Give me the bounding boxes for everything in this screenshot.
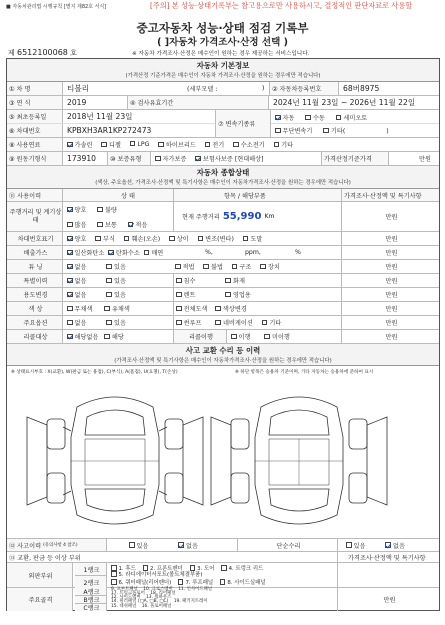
part-trunk-floor[interactable]: 17. 트렁크플로어 [111, 591, 145, 596]
transmission-auto[interactable]: 자동 [275, 115, 294, 122]
mileage-good[interactable]: 양호 [67, 207, 86, 214]
inspection-valid-period: 2024년 11월 23일 ~ 2026년 11월 22일 [273, 98, 416, 107]
summary-row-usage-change: 용도변경 없음 있음 렌트 영업용 만원 [7, 288, 439, 302]
special-yes[interactable]: 있음 [106, 276, 125, 285]
part-floor-panel[interactable]: 16. 플로어패널 [141, 604, 172, 609]
emission-hc[interactable]: 탄화수소 [108, 248, 139, 257]
model-year: 2019 [67, 98, 87, 107]
part-dash-panel[interactable]: 15. 대쉬패널 [111, 604, 137, 609]
row-first-registration: ⑤ 최초등록일 2018년 11월 23일 [7, 110, 439, 124]
part-package-tray[interactable]: 19. 패키지트레이 [173, 599, 208, 604]
summary-row-color: 색 상 무채색 유채색 전체도색 색상변경 만원 [7, 302, 439, 316]
special-fire[interactable]: 화재 [225, 276, 244, 285]
part-door[interactable]: 3. 도어 [190, 566, 215, 572]
transmission-cvt[interactable]: 무단변속기 [275, 128, 312, 135]
main-frame-block: 주요골격 A랭크 B랭크 C랭크 9. 프론트패널 10. 크로스멤버 11. 인사이드패널 17. 트렁크플로어 18. 리어패널 12. 사이드멤버 13. 휠하우스 14. 필러패널 (□A, □B, □C) 19. 패키지트레이 15. 대쉬패널 16. 플로어패널 만원 [7, 588, 439, 611]
fuel-hybrid[interactable]: 하이브리드 [158, 140, 195, 149]
tuning-none[interactable]: 없음 [67, 262, 86, 271]
vin-different[interactable]: 상이 [169, 234, 188, 243]
warranty-options [153, 152, 321, 165]
mileage-many[interactable]: 많음 [67, 222, 86, 229]
vin: KPBXH3AR1KP272473 [67, 126, 152, 135]
part-cross-member[interactable]: 10. 크로스멤버 [143, 587, 173, 592]
document-number: 제 6512100068 호 [8, 48, 77, 57]
document-note: ※ 자동차 가격조사·산정은 매수인이 원하는 경우 제공하는 서비스입니다. [132, 51, 310, 57]
option-navigation[interactable]: 네비게이션 [215, 318, 252, 327]
status-legend: ※ 상태표시부호 : X(교환), W(판금 또는 용접), C(부식), A(흠집), U(요철), T(손상) ※ 하단 항목은 승용차 기준이며, 기타 자동차는 승용차에 준하여 표시 [11, 369, 374, 375]
special-none[interactable]: 없음 [67, 276, 86, 285]
first-registration-date: 2018년 11월 23일 [67, 112, 133, 121]
part-inside-panel[interactable]: 11. 인사이드패널 [178, 587, 213, 592]
vin-good[interactable]: 양호 [67, 234, 86, 243]
vin-damaged[interactable]: 훼손(오손) [124, 234, 160, 243]
tuning-yes[interactable]: 있음 [106, 262, 125, 271]
law-reference: ■ 자동차관리법 시행규칙 [별지 제82호 서식] [6, 4, 107, 10]
option-other[interactable]: 기타 [262, 318, 281, 327]
mileage-bad[interactable]: 불량 [97, 207, 116, 214]
car-left-view [27, 397, 203, 524]
record-sheet: 자동차 기본정보 (가격산정 기준가격은 매수인이 자동차 가격조사·산정을 원하는 경우에만 적습니다) ① 차 명 티볼리 (세부모델 : ) ② 자동차등록번호 68버8975 ③ 연 식 2019 ④ 검사유효기간 2024년 11월 23일 ~ 2026년 11월 22일 ⑤ 최초등록일 2018년 11월 23일 ⑥ 차대번호 KPBXH3AR1KP272473 ⑦ 변속기종류 자동 수동 세미오토 무단변속기 기타( ) ⑧ 사용연료 가솔린 디젤 LPG 하이브리드 전기 수소전기 기타 ⑨ 원동기형식 173910 ⑩ 보증유형 자가보증 보험사보증 [현대해상] 가격산정기준가격 만원 자동차 종합상태 (색상, 주요옵션, 가격조사·산정액 및 특기사항은 매수인이 자동차가격조사·산정을 원하는 경우에만 적습니다) ⑪ 사용이력 상 태 항목 / 해당부품 가격조사·산정액 및 특기사항 주행거리 및 계기상태 양호 불량 많음 보통 적음 현재 주행거리 55,990 Km 만원 차대번호표기 양호 부식 훼손(오손) 상이 변조(변타) 도말 만원 배출가스 일산화탄소 탄화수소 매연 %, ppm, % 만원 튜 닝 없음 있음 적법 불법 구조 장치 만원 특별이력 없음 있음 침수 화재 만원 용도변경 없음 있음 렌트 영업용 만원 색 상 무채색 유채색 전체도색 색상변경 만원 주요옵션 없음 있음 썬루프 네비게이션 기타 만원 리콜대상 해당없음 해당 리콜이행 이행 미이행 만원 사고 교환 수리 등 이력 (가격조사·산정액 및 특기사항은 매수인이 자동차가격조사·산정을 원하는 경우에만 적습니다) ※ 상태표시부호 : X(교환), W(판금 또는 용접), C(부식), A(흠집), U(요철), T(손상) ※ 하단 항목은 승용차 기준이며, 기타 자동차는 승용차에 준하여 표시 ⑫ 사고이력 (유의사항 4 참조) 있음 없음 단순수리 있음 없음 ⑬ 교환, 판금 등 이상 부위 가격조사·산정액 및 특기사항 외판부위 1랭크 2랭크 1. 후드 2. 프론트펜더 3. 도어 4. 트렁크 리드 5. 라디에이터서포트(볼트체결부품) 6. 쿼터패널(리어펜더) 7. 루프패널 8. 사이드실패널 주요골격 A랭크 B랭크 C랭크 9. 프론트패널 10. 크로스멤버 11. 인사이드패널 17. 트렁크플로어 18. 리어패널 12. 사이드멤버 13. 휠하우스 14. 필러패널 (□A, □B, □C) 19. 패키지트레이 15. 대쉬패널 16. 플로어패널 만원 [6, 58, 440, 611]
color-full-paint[interactable]: 전체도색 [176, 304, 207, 313]
part-side-member[interactable]: 12. 사이드멤버 [111, 595, 141, 600]
accident-no[interactable]: 없음 [178, 541, 197, 550]
car-right-view [211, 397, 387, 524]
summary-row-emission: 배출가스 일산화탄소 탄화수소 매연 %, ppm, % 만원 [7, 246, 439, 260]
warranty-insurance[interactable]: 보험사보증 [195, 154, 232, 163]
simple-repair-yes[interactable]: 있음 [346, 541, 365, 550]
part-front-panel[interactable]: 9. 프론트패널 [111, 587, 138, 592]
summary-column-headers: ⑪ 사용이력 상 태 항목 / 해당부품 가격조사·산정액 및 특기사항 [7, 189, 439, 202]
fuel-lpg[interactable]: LPG [130, 141, 149, 148]
top-line [0, 0, 445, 13]
vin-corrosion[interactable]: 부식 [95, 234, 114, 243]
part-side-sill[interactable]: 8. 사이드실패널 [220, 580, 266, 586]
outer-panel-block: 외판부위 1랭크 2랭크 1. 후드 2. 프론트펜더 3. 도어 4. 트렁크 리드 5. 라디에이터서포트(볼트체결부품) 6. 쿼터패널(리어펜더) 7. 루프패널 8. 사이드실패널 [7, 563, 439, 588]
part-rear-panel[interactable]: 18. 리어패널 [150, 591, 176, 596]
part-quarter-panel[interactable]: 6. 쿼터패널(리어펜더) [111, 580, 171, 586]
emission-co[interactable]: 일산화탄소 [67, 248, 104, 257]
options-none[interactable]: 없음 [67, 318, 86, 327]
recall-not-done[interactable]: 미이행 [264, 332, 289, 341]
row-parts-header: ⑬ 교환, 판금 등 이상 부위 가격조사·산정액 및 특기사항 [7, 552, 439, 563]
color-chromatic[interactable]: 유채색 [104, 304, 129, 313]
page-subtitle: ( ]자동차 가격조사·산정 선택 ) [157, 37, 288, 48]
row-fuel: ⑧ 사용연료 가솔린 디젤 LPG 하이브리드 전기 수소전기 기타 [7, 138, 439, 152]
warranty-company: [현대해상] [234, 156, 264, 163]
recall-none[interactable]: 해당없음 [67, 332, 98, 341]
summary-header: 자동차 종합상태 (색상, 주요옵션, 가격조사·산정액 및 특기사항은 매수인이 자동차가격조사·산정을 원하는 경우에만 적습니다) [7, 166, 439, 189]
usage-none[interactable]: 없음 [67, 290, 86, 299]
usage-rental[interactable]: 렌트 [176, 290, 195, 299]
accident-yes[interactable]: 있음 [129, 541, 148, 550]
part-radiator-support[interactable]: 5. 라디에이터서포트(볼트체결부품) [111, 572, 202, 578]
fuel-electric[interactable]: 전기 [205, 140, 224, 149]
color-achromatic[interactable]: 무채색 [67, 304, 92, 313]
page-title: 중고자동차 성능·상태 점검 기록부 [136, 21, 309, 35]
car-name: 티볼리 [67, 84, 90, 93]
mileage-normal[interactable]: 보통 [97, 222, 116, 229]
vin-smeared[interactable]: 도말 [243, 234, 262, 243]
car-diagram-outer [7, 377, 439, 539]
fuel-hydrogen[interactable]: 수소전기 [233, 140, 264, 149]
mileage-few[interactable]: 적음 [128, 222, 147, 229]
part-pillar-panel[interactable]: 14. 필러패널 (□A, □B, □C) [111, 599, 169, 604]
vin-altered[interactable]: 변조(변타) [198, 234, 234, 243]
usage-yes[interactable]: 있음 [106, 290, 125, 299]
row-engine: ⑨ 원동기형식 173910 ⑩ 보증유형 자가보증 보험사보증 [현대해상] 가격산정기준가격 만원 [7, 152, 439, 166]
color-change[interactable]: 색상변경 [215, 304, 246, 313]
current-mileage: 현재 주행거리 55,990 Km [173, 202, 341, 231]
registration-number: 68버8975 [343, 84, 380, 93]
tuning-structure[interactable]: 구조 [232, 262, 251, 271]
fuel-diesel[interactable]: 디젤 [101, 140, 120, 149]
mileage-value: 55,990 [222, 211, 262, 222]
document-number-value: 6512100068 [17, 48, 68, 57]
damage-diagram-area [7, 377, 439, 539]
engine-type: 173910 [67, 154, 96, 163]
transmission-manual[interactable]: 수동 [305, 115, 324, 122]
part-wheel-house[interactable]: 13. 휠하우스 [146, 595, 172, 600]
summary-row-recall: 리콜대상 해당없음 해당 리콜이행 이행 미이행 만원 [7, 330, 439, 344]
recall-done[interactable]: 이행 [231, 332, 250, 341]
transmission-options: 자동 수동 세미오토 무단변속기 기타( ) [273, 110, 439, 138]
warranty-self[interactable]: 자가보증 [155, 154, 186, 163]
summary-row-tuning: 튜 닝 없음 있음 적법 불법 구조 장치 만원 [7, 260, 439, 274]
transmission-other[interactable]: 기타( [323, 128, 345, 135]
summary-row-special-history: 특별이력 없음 있음 침수 화재 만원 [7, 274, 439, 288]
warning-text: [주의] 본 성능·상태기록부는 참고용으로만 사용하시고, 결정적인 판단자료로 사용할 [150, 1, 413, 10]
tuning-device[interactable]: 장치 [260, 262, 279, 271]
row-accident-history: ⑫ 사고이력 (유의사항 4 참조) 있음 없음 단순수리 있음 없음 [7, 539, 439, 552]
fuel-gasoline[interactable]: 가솔린 [67, 140, 92, 149]
transmission-semi-auto[interactable]: 세미오토 [336, 115, 367, 122]
recall-applicable[interactable]: 해당 [104, 332, 123, 341]
part-front-fender[interactable]: 2. 프론트펜더 [143, 566, 183, 572]
emission-smoke[interactable]: 매연 [144, 248, 163, 257]
tuning-legal[interactable]: 적법 [175, 262, 194, 271]
basic-info-header: 자동차 기본정보 (가격산정 기준가격은 매수인이 자동차 가격조사·산정을 원하는 경우에만 적습니다) [7, 59, 439, 82]
fuel-other[interactable]: 기타 [274, 140, 293, 149]
fuel-options [65, 138, 439, 151]
summary-row-vin-marking: 차대번호표기 양호 부식 훼손(오손) 상이 변조(변타) 도말 만원 [7, 232, 439, 246]
options-yes[interactable]: 있음 [106, 318, 125, 327]
simple-repair-no[interactable]: 없음 [385, 541, 404, 550]
row-car-name: ① 차 명 티볼리 (세부모델 : ) ② 자동차등록번호 68버8975 [7, 82, 439, 96]
row-vin: ⑥ 차대번호 KPBXH3AR1KP272473 [7, 124, 439, 138]
part-trunk-lid[interactable]: 4. 트렁크 리드 [221, 566, 263, 572]
part-roof-panel[interactable]: 7. 루프패널 [178, 580, 213, 586]
option-sunroof[interactable]: 썬루프 [176, 318, 201, 327]
summary-row-main-options: 주요옵션 없음 있음 썬루프 네비게이션 기타 만원 [7, 316, 439, 330]
row-year: ③ 연 식 2019 ④ 검사유효기간 2024년 11월 23일 ~ 2026년 11월 22일 [7, 96, 439, 110]
summary-row-mileage: 주행거리 및 계기상태 양호 불량 많음 보통 적음 현재 주행거리 55,990 Km 만원 [7, 202, 439, 232]
part-hood[interactable]: 1. 후드 [111, 566, 136, 572]
accident-header: 사고 교환 수리 등 이력 (가격조사·산정액 및 특기사항은 매수인이 자동차가격조사·산정을 원하는 경우에만 적습니다) [7, 344, 439, 366]
usage-business[interactable]: 영업용 [225, 290, 250, 299]
special-flood[interactable]: 침수 [176, 276, 195, 285]
tuning-illegal[interactable]: 불법 [203, 262, 222, 271]
